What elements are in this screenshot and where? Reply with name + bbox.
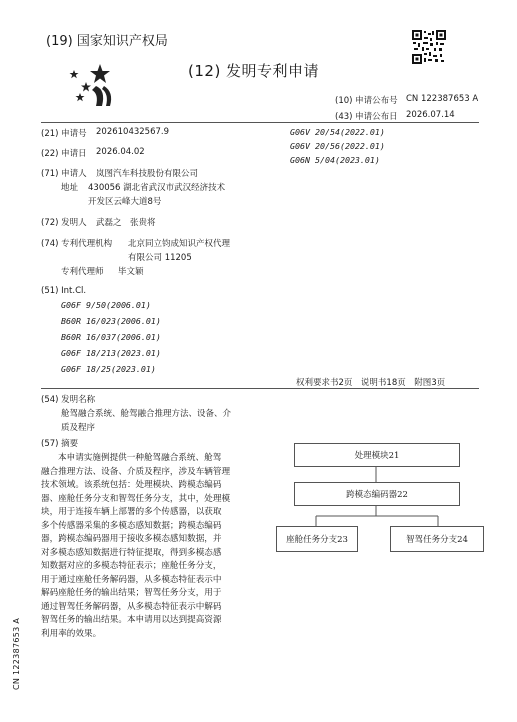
side-publication-number: CN 122387653 A [12, 617, 21, 690]
national-emblem-icon [66, 62, 118, 108]
agent-label: 专利代理师 [61, 267, 104, 277]
address-line-2: 开发区云峰大道8号 [88, 197, 162, 207]
abstract-line: 器、座舱任务分支和智驾任务分支，其中，处理模 [41, 493, 231, 504]
abstract-line: 对多模态感知数据进行特征提取，得到多模态感 [41, 547, 222, 558]
classification-item: G06V 20/54(2022.01) [290, 127, 385, 137]
abstract-line: 技术领域。该系统包括：处理模块、跨模态编码 [41, 480, 222, 490]
classification-item: G06N 5/04(2023.01) [290, 155, 380, 165]
document-type-title: (12) 发明专利申请 [188, 62, 320, 80]
abstract-line: 通过智驾任务解码器，从多模态特征表示中解码 [41, 601, 222, 612]
abstract-label: (57) 摘要 [41, 439, 79, 449]
intcl-label: (51) Int.Cl. [41, 286, 87, 296]
address-label: 地址 [61, 183, 79, 193]
abstract-line: 块，用于连接车辆上部署的多个传感器，以获取 [41, 507, 222, 517]
abstract-line: 智驾任务的输出结果。本申请用以达到提高资源 [41, 615, 222, 625]
application-number-label: (21) 申请号 [41, 129, 87, 139]
diagram-box-driving-task-branch: 智驾任务分支24 [390, 526, 484, 552]
intcl-item: B60R 16/037(2006.01) [61, 332, 161, 342]
inventor-names: 武磊之 张贵将 [96, 218, 156, 228]
header-divider [41, 122, 479, 123]
publication-date: 2026.07.14 [406, 110, 455, 120]
address-line-1: 430056 湖北省武汉市武汉经济技术 [88, 183, 226, 193]
publication-number-label: (10) 申请公布号 [335, 96, 398, 106]
applicant-name: 岚图汽车科技股份有限公司 [96, 169, 199, 179]
abstract-line: 器，跨模态编码器用于接收多模态感知数据，并 [41, 534, 222, 544]
agent-name: 毕文颖 [118, 267, 144, 277]
diagram-box-cross-modal-encoder: 跨模态编码器22 [294, 482, 460, 506]
agency-line-1: 北京同立钧成知识产权代理 [128, 239, 231, 249]
intcl-item: G06F 18/25(2023.01) [61, 364, 156, 374]
section-divider [41, 388, 479, 389]
intcl-item: B60R 16/023(2006.01) [61, 316, 161, 326]
inventor-label: (72) 发明人 [41, 218, 87, 228]
application-number: 202610432567.9 [96, 127, 170, 137]
intcl-item: G06F 18/213(2023.01) [61, 348, 161, 358]
applicant-label: (71) 申请人 [41, 169, 87, 179]
abstract-line: 利用率的效果。 [41, 628, 102, 639]
invention-title-line-2: 质及程序 [61, 423, 96, 433]
abstract-text [41, 452, 265, 641]
agency-line-2: 有限公司 11205 [128, 253, 192, 263]
abstract-line: 用于通过座舱任务解码器，从多模态特征表示中 [41, 574, 222, 585]
abstract-line: 知数据对应的多模态特征表示；座舱任务分支， [41, 561, 222, 571]
abstract-line: 本申请实施例提供一种舱驾融合系统、舱驾 [58, 453, 222, 463]
abstract-line: 融合推理方法、设备、介质及程序，涉及车辆管理 [41, 466, 231, 477]
intcl-item: G06F 9/50(2006.01) [61, 300, 151, 310]
publication-date-label: (43) 申请公布日 [335, 112, 398, 122]
publication-number: CN 122387653 A [406, 94, 479, 104]
abstract-line: 解码座舱任务的输出结果；智驾任务分支，用于 [41, 588, 222, 598]
qr-code-icon [412, 30, 446, 64]
invention-title-line-1: 舱驾融合系统、舱驾融合推理方法、设备、介 [61, 409, 232, 419]
issuing-office: (19) 国家知识产权局 [46, 34, 168, 49]
abstract-line: 多个传感器采集的多模态感知数据；跨模态编码 [41, 520, 222, 531]
diagram-box-processing-module: 处理模块21 [294, 443, 460, 467]
application-date-label: (22) 申请日 [41, 149, 87, 159]
diagram-box-cockpit-task-branch: 座舱任务分支23 [276, 526, 358, 552]
classification-item: G06V 20/56(2022.01) [290, 141, 385, 151]
agency-label: (74) 专利代理机构 [41, 239, 113, 249]
invention-title-label: (54) 发明名称 [41, 395, 96, 405]
application-date: 2026.04.02 [96, 147, 145, 157]
page-counts: 权利要求书2页 说明书18页 附图3页 [296, 378, 446, 388]
